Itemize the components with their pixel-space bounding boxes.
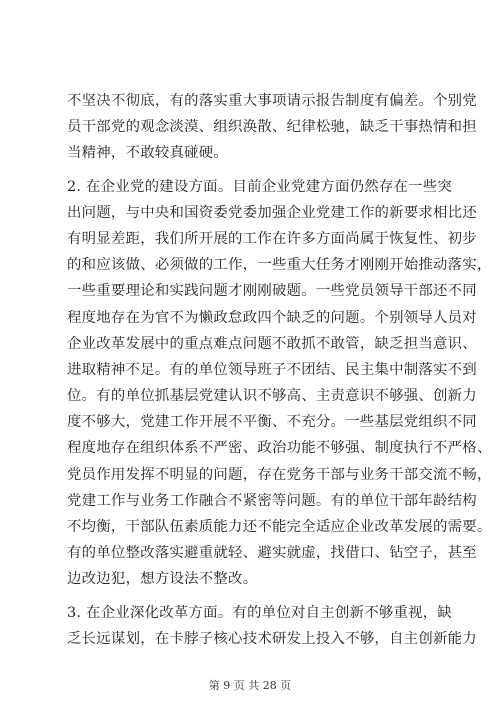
- text-line: 党建工作与业务工作融合不紧密等问题。有的单位干部年龄结构: [67, 492, 477, 509]
- page-footer: [0, 677, 500, 693]
- text-line: 3. 在企业深化改革方面。有的单位对自主创新不够重视，缺: [67, 604, 453, 621]
- text-line: 乏长远谋划，在卡脖子核心技术研发上投入不够，自主创新能力: [67, 630, 477, 647]
- text-line: 程度地存在为官不为懒政怠政四个缺乏的问题。个别领导人员对: [67, 309, 477, 326]
- text-line: 位。有的单位抓基层党建认识不够高、主责意识不够强、创新力: [67, 388, 477, 405]
- document-body: [67, 88, 492, 652]
- text-line: 有明显差距，我们所开展的工作在许多方面尚属于恢复性、初步: [67, 230, 477, 247]
- text-line: 出问题，与中央和国资委党委加强企业党建工作的新要求相比还: [67, 204, 477, 221]
- text-line: 党员作用发挥不明显的问题，存在党务干部与业务干部交流不畅，: [67, 466, 492, 483]
- text-line: 员干部党的观念淡漠、组织涣散、纪律松驰，缺乏干事热情和担: [67, 119, 477, 136]
- text-line: 当精神，不敢较真碰硬。: [67, 145, 229, 162]
- text-line: 程度地存在组织体系不严密、政治功能不够强、制度执行不严格、: [67, 440, 492, 457]
- text-line: 不均衡，干部队伍素质能力还不能完全适应企业改革发展的需要。: [67, 519, 492, 535]
- text-line: 的和应该做、必须做的工作，一些重大任务才刚刚开始推动落实，: [67, 257, 492, 274]
- text-line: 一些重要理论和实践问题才刚刚破题。一些党员领导干部还不同: [67, 283, 477, 300]
- text-line: 进取精神不足。有的单位领导班子不团结、民主集中制落实不到: [67, 361, 477, 378]
- page-number-label: 第 9 页 共 28 页: [208, 679, 292, 692]
- text-line: 有的单位整改落实避重就轻、避实就虚，找借口、钻空子，甚至: [67, 545, 477, 562]
- text-line: 2. 在企业党的建设方面。目前企业党建方面仍然存在一些突: [67, 178, 453, 195]
- text-line: 企业改革发展中的重点难点问题不敢抓不敢管，缺乏担当意识、: [67, 335, 477, 352]
- text-line: 不坚决不彻底，有的落实重大事项请示报告制度有偏差。个别党: [67, 93, 477, 109]
- text-line: 度不够大，党建工作开展不平衡、不充分。一些基层党组织不同: [67, 414, 477, 431]
- text-line: 边改边犯，想方设法不整改。: [67, 571, 258, 588]
